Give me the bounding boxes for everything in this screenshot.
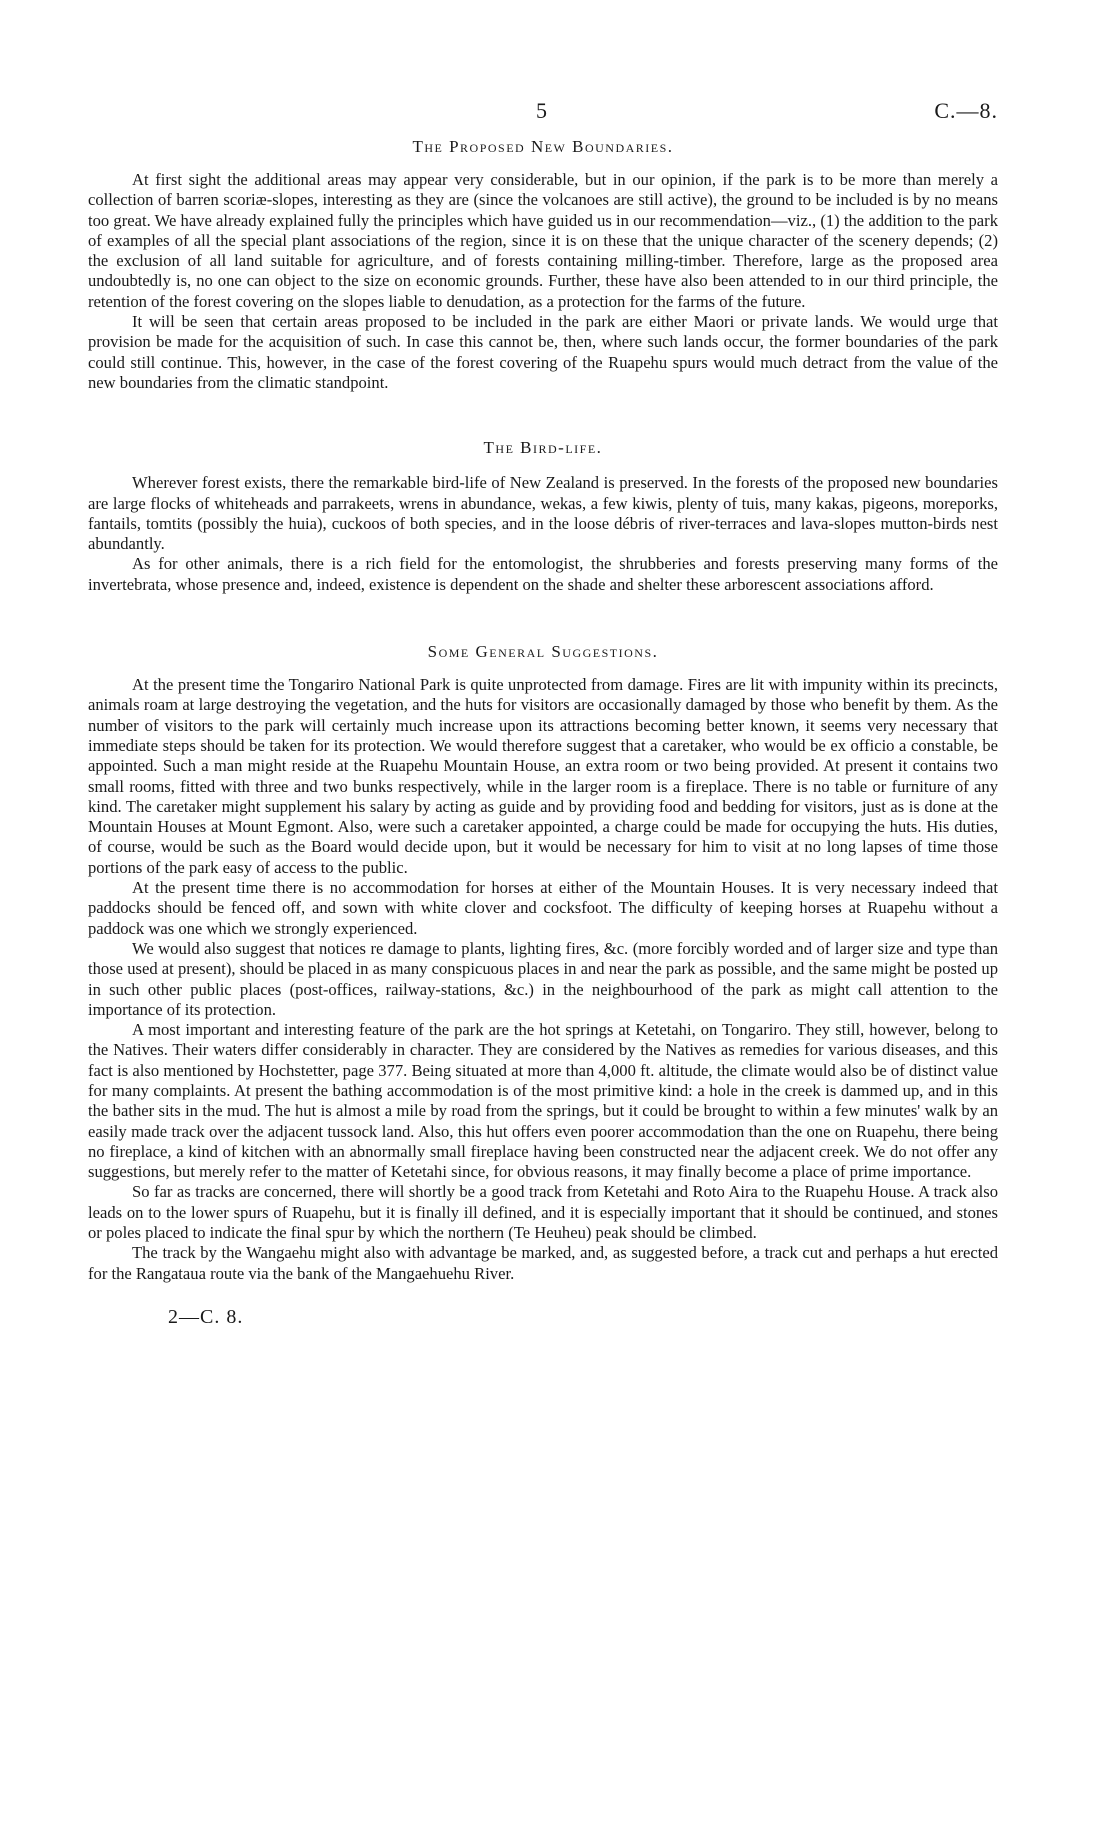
section-general-suggestions: [88, 641, 998, 1284]
section-proposed-boundaries: [88, 136, 998, 393]
document-code: C.—8.: [934, 98, 998, 123]
paragraph: At the present time there is no accommodation for horses at either of the Mountain Houses. It is very necessary indeed that paddocks should be fenced off, and sown with white clover and cocksfoot. The difficulty of keeping horses at Ruapehu without a paddock was one which we strongly experienced.: [88, 878, 998, 938]
section-title: The Proposed New Boundaries.: [412, 137, 674, 156]
section-bird-life: [88, 437, 998, 595]
page-number: 5: [536, 98, 547, 123]
paragraph: Wherever forest exists, there the remarkable bird-life of New Zealand is preserved. In the forests of the proposed new boundaries are large flocks of whiteheads and parrakeets, wrens in abundance, wekas, a few kiwis, plenty of tuis, many kakas, pigeons, moreporks, fantails, tomtits (possibly the huia), cuckoos of both species, and in the loose débris of river-terraces and lava-slopes mutton-birds nest abundantly.: [88, 473, 998, 554]
paragraph: It will be seen that certain areas proposed to be included in the park are either Maori or private lands. We would urge that provision be made for the acquisition of such. In case this cannot be, then, where such lands occur, the former boundaries of the park could still continue. This, however, in the case of the forest covering of the Ruapehu spurs would much detract from the value of the new boundaries from the climatic standpoint.: [88, 312, 998, 392]
signature-code: 2—C. 8.: [168, 1305, 244, 1328]
page-header: [88, 98, 998, 132]
paragraph: At the present time the Tongariro National Park is quite unprotected from damage. Fires are lit with impunity within its precincts, animals roam at large destroying the vegetation, and the huts for visitors are occasionally damaged by those who benefit by them. As the number of visitors to the park will certainly much increase upon its attractions becoming better known, it seems very necessary that immediate steps should be taken for its protection. We would therefore suggest that a caretaker, who would be ex officio a constable, be appointed. Such a man might reside at the Ruapehu Mountain House, an extra room or two being provided. At present it contains two small rooms, fitted with three and two bunks respectively, while in the larger room is a fireplace. There is no table or furniture of any kind. The caretaker might supplement his salary by acting as guide and by providing food and bedding for visitors, just as is done at the Mountain Houses at Mount Egmont. Also, were such a caretaker appointed, a charge could be made for occupying the huts. His duties, of course, would be such as the Board would decide upon, but it would be necessary for him to visit at no long lapses of time those portions of the park easy of access to the public.: [88, 675, 998, 877]
paragraph: We would also suggest that notices re damage to plants, lighting fires, &c. (more forcibly worded and of larger size and type than those used at present), should be placed in as many conspicuous places in and near the park as possible, and the same might be posted up in such other public places (post-offices, railway-stations, &c.) in the neighbourhood of the park as might call attention to the importance of its protection.: [88, 938, 998, 1019]
section-title: The Bird-life.: [483, 438, 603, 458]
paragraph: At first sight the additional areas may appear very considerable, but in our opinion, if the park is to be more than merely a collection of barren scoriæ-slopes, interesting as they are (since the volcanoes are still active), the ground to be included is by no means too great. We have already explained fully the principles which have guided us in our recommendation—viz., (1) the addition to the park of examples of all the special plant associations of the region, since it is on these that the unique character of the scenery depends; (2) the exclusion of all land suitable for agriculture, and of forests containing milling-timber. Therefore, large as the proposed area undoubtedly is, no one can object to the size on economic grounds. Further, these have also been attended to in our third principle, the retention of the forest covering on the slopes liable to denudation, as a protection for the farms of the future.: [88, 170, 998, 311]
paragraph: The track by the Wangaehu might also with advantage be marked, and, as suggested before, a track cut and perhaps a hut erected for the Rangataua route via the bank of the Mangaehuehu River.: [88, 1243, 998, 1283]
paragraph: As for other animals, there is a rich field for the entomologist, the shrubberies and forests preserving many forms of the invertebrata, whose presence and, indeed, existence is dependent on the shade and shelter these arborescent associations afford.: [88, 554, 998, 594]
document-page: [88, 98, 998, 1798]
section-title: Some General Suggestions.: [427, 642, 659, 662]
paragraph: A most important and interesting feature of the park are the hot springs at Ketetahi, on Tongariro. They still, however, belong to the Natives. Their waters differ considerably in character. They are considered by the Natives as remedies for various diseases, and this fact is also mentioned by Hochstetter, page 377. Being situated at more than 4,000 ft. altitude, the climate would also be of distinct value for many complaints. At present the bathing accommodation is of the most primitive kind: a hole in the creek is dammed up, and in this the bather sits in the mud. The hut is almost a mile by road from the springs, but it could be brought to within a few minutes' walk by an easily made track over the adjacent tussock land. Also, this hut offers even poorer accommodation than the one on Ruapehu, there being no fireplace, a kind of kitchen with an abnormally small fireplace having been constructed near the adjacent creek. We do not offer any suggestions, but merely refer to the matter of Ketetahi since, for obvious reasons, it may finally become a place of prime importance.: [88, 1020, 998, 1182]
paragraph: So far as tracks are concerned, there will shortly be a good track from Ketetahi and Roto Aira to the Ruapehu House. A track also leads on to the lower spurs of Ruapehu, but it is finally ill defined, and it is especially important that it should be continued, and stones or poles placed to indicate the final spur by which the northern (Te Heuheu) peak should be climbed.: [88, 1182, 998, 1243]
